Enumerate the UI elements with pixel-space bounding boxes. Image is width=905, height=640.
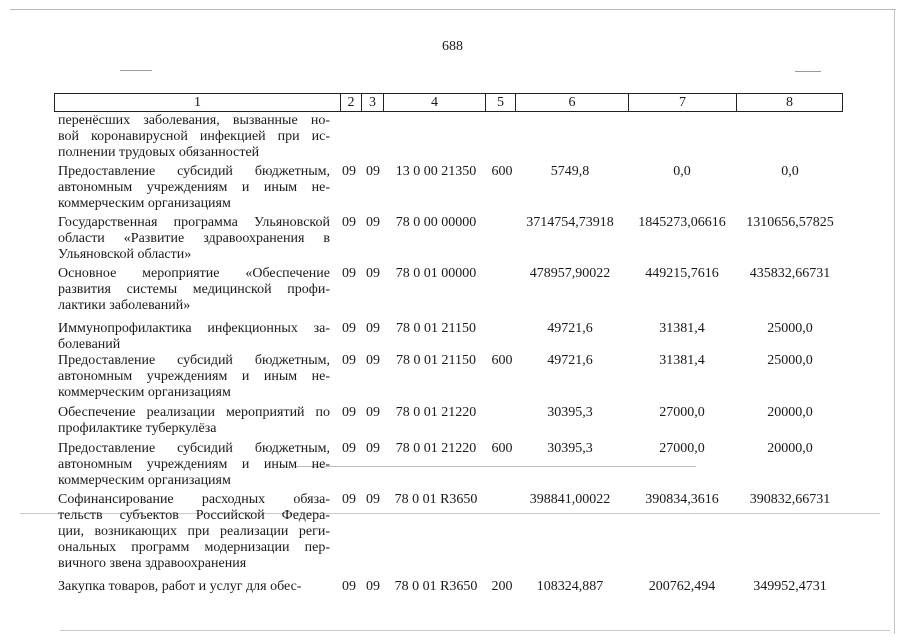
- amount-col-6: 3714754,73918: [526, 215, 614, 230]
- row-description: [58, 164, 330, 212]
- amount-col-6: 108324,887: [536, 579, 604, 594]
- amount-col-7: 449215,7616: [645, 266, 719, 281]
- subsection-code: 09: [366, 579, 380, 594]
- target-article-code: 78 0 01 21150: [396, 321, 476, 336]
- row-description: [58, 353, 330, 401]
- amount-col-7: 200762,494: [648, 579, 716, 594]
- expense-type-code: 600: [491, 441, 513, 456]
- description-line: болеваний: [58, 337, 121, 352]
- amount-col-8: 390832,66731: [749, 492, 831, 507]
- amount-col-7: 390834,3616: [645, 492, 719, 507]
- subsection-code: 09: [366, 492, 380, 507]
- amount-col-7: 27000,0: [659, 405, 705, 420]
- description-line: Софинансирование расходных обяза-: [58, 492, 330, 507]
- amount-col-8: 20000,0: [767, 405, 813, 420]
- amount-col-7: 31381,4: [659, 353, 705, 368]
- description-line: автономным учреждениям и иным не-: [58, 180, 330, 195]
- target-article-code: 78 0 01 00000: [395, 266, 477, 281]
- target-article-code: 78 0 00 00000: [395, 215, 477, 230]
- header-col-6: 6: [516, 94, 629, 111]
- description-line: Иммунопрофилактика инфекционных за-: [58, 321, 330, 336]
- subsection-code: 09: [366, 266, 380, 281]
- section-code: 09: [342, 405, 356, 420]
- description-line: коммерческим организациям: [58, 385, 231, 400]
- target-article-code: 78 0 01 R3650: [394, 492, 478, 507]
- amount-col-7: 27000,0: [659, 441, 705, 456]
- amount-col-6: 5749,8: [550, 164, 590, 179]
- header-col-4: 4: [384, 94, 486, 111]
- description-line: Предоставление субсидий бюджетным,: [58, 441, 330, 456]
- description-line: полнении трудовых обязанностей: [58, 145, 260, 160]
- table-header: [54, 93, 843, 112]
- row-description: [58, 321, 330, 353]
- scan-artifact: [60, 630, 890, 631]
- header-col-7: 7: [629, 94, 737, 111]
- row-description: [58, 215, 330, 263]
- scan-artifact: [795, 71, 821, 72]
- amount-col-6: 49721,6: [547, 353, 593, 368]
- description-line: Закупка товаров, работ и услуг для обес-: [58, 579, 302, 594]
- subsection-code: 09: [366, 405, 380, 420]
- page-number: 688: [442, 39, 463, 54]
- amount-col-7: 1845273,06616: [638, 215, 726, 230]
- expense-type-code: 200: [491, 579, 513, 594]
- description-line: вичного звена здравоохранения: [58, 556, 247, 571]
- target-article-code: 13 0 00 21350: [395, 164, 477, 179]
- section-code: 09: [342, 441, 356, 456]
- amount-col-6: 478957,90022: [529, 266, 611, 281]
- header-col-2: 2: [341, 94, 362, 111]
- description-line: автономным учреждениям и иным не-: [58, 369, 330, 384]
- subsection-code: 09: [366, 441, 380, 456]
- description-line: ональных программ модернизации пер-: [58, 540, 330, 555]
- section-code: 09: [342, 353, 356, 368]
- section-code: 09: [342, 215, 356, 230]
- section-code: 09: [342, 266, 356, 281]
- description-line: Обеспечение реализации мероприятий по: [58, 405, 330, 420]
- amount-col-8: 349952,4731: [753, 579, 827, 594]
- description-line: коммерческим организациям: [58, 196, 231, 211]
- amount-col-8: 25000,0: [767, 353, 813, 368]
- row-description: [58, 492, 330, 572]
- description-line: области «Развитие здравоохранения в: [58, 231, 330, 246]
- amount-col-6: 49721,6: [547, 321, 593, 336]
- row-description: [58, 266, 330, 314]
- description-line: тельств субъектов Российской Федера-: [58, 508, 330, 523]
- page-edge-right: [894, 9, 895, 634]
- row-description: [58, 441, 330, 489]
- description-line: вой коронавирусной инфекцией при ис-: [58, 129, 330, 144]
- amount-col-8: 435832,66731: [749, 266, 831, 281]
- description-line: перенёсших заболевания, вызванные но-: [58, 113, 330, 128]
- description-line: Предоставление субсидий бюджетным,: [58, 353, 330, 368]
- description-line: Предоставление субсидий бюджетным,: [58, 164, 330, 179]
- scan-artifact: [296, 466, 696, 467]
- subsection-code: 09: [366, 164, 380, 179]
- header-col-3: 3: [362, 94, 384, 111]
- row-description: [58, 405, 330, 437]
- section-code: 09: [342, 321, 356, 336]
- description-line: ции, возникающих при реализации реги-: [58, 524, 330, 539]
- description-line: автономным учреждениям и иным не-: [58, 457, 330, 472]
- amount-col-6: 398841,00022: [529, 492, 611, 507]
- expense-type-code: 600: [491, 164, 513, 179]
- amount-col-6: 30395,3: [547, 405, 593, 420]
- target-article-code: 78 0 01 21220: [395, 405, 477, 420]
- description-line: Государственная программа Ульяновской: [58, 215, 330, 230]
- target-article-code: 78 0 01 R3650: [394, 579, 478, 594]
- description-line: развития системы медицинской профи-: [58, 282, 330, 297]
- description-line: Ульяновской области»: [58, 247, 192, 262]
- target-article-code: 78 0 01 21150: [396, 353, 476, 368]
- expense-type-code: 600: [491, 353, 513, 368]
- amount-col-8: 1310656,57825: [746, 215, 834, 230]
- description-line: коммерческим организациям: [58, 473, 231, 488]
- row-description: [58, 579, 330, 595]
- target-article-code: 78 0 01 21220: [395, 441, 477, 456]
- header-col-5: 5: [486, 94, 516, 111]
- header-col-8: 8: [786, 95, 793, 110]
- header-col-1: 1: [55, 94, 341, 111]
- section-code: 09: [342, 579, 356, 594]
- amount-col-7: 31381,4: [659, 321, 705, 336]
- row-description: [58, 113, 330, 161]
- subsection-code: 09: [366, 353, 380, 368]
- amount-col-8: 25000,0: [767, 321, 813, 336]
- description-line: Основное мероприятие «Обеспечение: [58, 266, 330, 281]
- subsection-code: 09: [366, 321, 380, 336]
- description-line: профилактике туберкулёза: [58, 421, 217, 436]
- amount-col-8: 0,0: [781, 164, 799, 179]
- description-line: лактики заболеваний»: [58, 298, 191, 313]
- amount-col-8: 20000,0: [767, 441, 813, 456]
- scan-artifact: [120, 70, 152, 71]
- amount-col-7: 0,0: [673, 164, 691, 179]
- section-code: 09: [342, 164, 356, 179]
- page-edge-top: [10, 9, 896, 10]
- section-code: 09: [342, 492, 356, 507]
- amount-col-6: 30395,3: [547, 441, 593, 456]
- subsection-code: 09: [366, 215, 380, 230]
